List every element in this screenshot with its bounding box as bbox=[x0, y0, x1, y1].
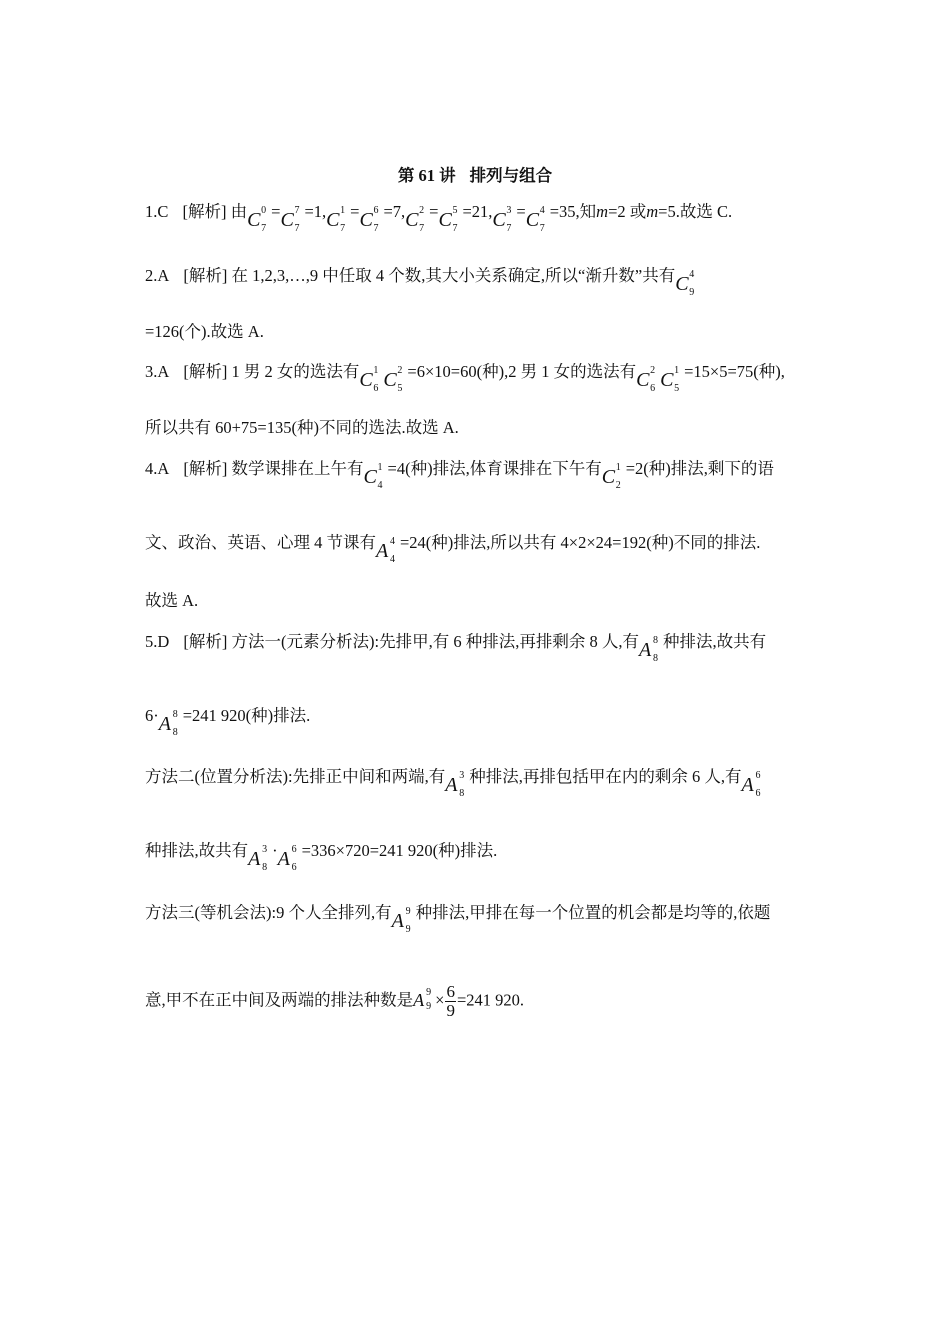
letter: C bbox=[383, 369, 397, 391]
text: 意,甲不在正中间及两端的排法种数是 bbox=[145, 990, 414, 1010]
text: 文、政治、英语、心理 4 节课有 bbox=[145, 532, 376, 552]
sub: 6 bbox=[373, 383, 379, 394]
sup: 3 bbox=[506, 205, 512, 216]
text: 种排法,甲排在每一个位置的机会都是均等的,依题 bbox=[415, 902, 771, 922]
letter: A bbox=[741, 774, 754, 796]
arrangement-a6-6 bbox=[278, 843, 302, 873]
combination-c9-4 bbox=[675, 268, 699, 298]
method-2-line-2 bbox=[145, 837, 498, 873]
text: 种排法,再排包括甲在内的剩余 6 人,有 bbox=[469, 766, 742, 786]
sup: 5 bbox=[452, 205, 458, 216]
sub: 7 bbox=[419, 223, 425, 234]
answer-2-line-2 bbox=[145, 322, 264, 342]
sub: 8 bbox=[262, 862, 268, 873]
text: =241 920. bbox=[456, 990, 524, 1010]
text: · bbox=[272, 840, 278, 860]
sub: 6 bbox=[755, 788, 761, 799]
arrangement-a8-8 bbox=[159, 708, 183, 738]
arrangement-a9-9 bbox=[392, 905, 416, 935]
letter: A bbox=[158, 713, 171, 735]
text: 方法一(元素分析法):先排甲,有 6 种排法,再排剩余 8 人,有 bbox=[231, 631, 639, 651]
combination-c7-0 bbox=[247, 204, 271, 234]
text: 数学课排在上午有 bbox=[231, 458, 364, 478]
text: = bbox=[271, 201, 281, 221]
text: =5.故选 C. bbox=[658, 201, 733, 221]
answer-label: 4.A bbox=[145, 458, 170, 478]
answer-5 bbox=[145, 628, 767, 664]
arrangement-a8-8 bbox=[639, 634, 663, 664]
answer-3-line-2 bbox=[145, 418, 459, 438]
sup: 4 bbox=[390, 536, 395, 547]
letter: C bbox=[660, 369, 674, 391]
letter: A bbox=[413, 989, 425, 1010]
text: = bbox=[350, 201, 360, 221]
answer-1 bbox=[145, 198, 733, 234]
text: =4(种)排法,体育课排在下午有 bbox=[387, 458, 602, 478]
letter: A bbox=[277, 848, 290, 870]
combination-c7-1 bbox=[326, 204, 350, 234]
sub: 8 bbox=[172, 727, 178, 738]
text: 种排法,故共有 bbox=[145, 840, 249, 860]
text: 种排法,故共有 bbox=[663, 631, 767, 651]
sub: 2 bbox=[615, 480, 621, 491]
sup: 1 bbox=[615, 462, 621, 473]
sub: 8 bbox=[459, 788, 465, 799]
lecture-topic: 排列与组合 bbox=[469, 166, 553, 185]
combination-c6-2 bbox=[636, 364, 660, 394]
combination-c7-4 bbox=[526, 204, 550, 234]
letter: A bbox=[639, 639, 652, 661]
answer-3 bbox=[145, 358, 785, 394]
text: =24(种)排法,所以共有 4×2×24=192(种)不同的排法. bbox=[400, 532, 761, 552]
sub: 4 bbox=[377, 480, 383, 491]
fraction-numerator: 6 bbox=[446, 982, 455, 1001]
lecture-number: 第 61 讲 bbox=[397, 166, 456, 185]
text: 方法二(位置分析法):先排正中间和两端,有 bbox=[145, 766, 446, 786]
combination-c5-1 bbox=[660, 364, 684, 394]
letter: C bbox=[636, 369, 650, 391]
sup: 1 bbox=[340, 205, 346, 216]
letter: A bbox=[391, 910, 404, 932]
fraction-denominator: 9 bbox=[446, 1001, 455, 1020]
text: 6· bbox=[145, 705, 159, 725]
sub: 7 bbox=[373, 223, 379, 234]
arrangement-a8-3 bbox=[445, 769, 469, 799]
sub: 7 bbox=[539, 223, 545, 234]
sup: 2 bbox=[397, 365, 403, 376]
sup: 0 bbox=[261, 205, 267, 216]
sub: 7 bbox=[452, 223, 458, 234]
sub: 7 bbox=[294, 223, 300, 234]
text: =6×10=60(种),2 男 1 女的选法有 bbox=[407, 361, 637, 381]
answer-5-line-2 bbox=[145, 702, 311, 738]
sub: 6 bbox=[291, 862, 297, 873]
answer-2 bbox=[145, 262, 699, 298]
sup: 9 bbox=[405, 906, 411, 917]
text: 所以共有 60+75=135(种)不同的选法.故选 A. bbox=[145, 418, 459, 437]
analysis-tag: [解析] bbox=[183, 631, 228, 651]
text: =241 920(种)排法. bbox=[182, 705, 311, 725]
text: =7, bbox=[383, 201, 406, 221]
letter: C bbox=[326, 209, 340, 231]
letter: C bbox=[675, 273, 689, 295]
letter: A bbox=[376, 540, 389, 562]
text: 1 男 2 女的选法有 bbox=[231, 361, 360, 381]
letter: C bbox=[247, 209, 261, 231]
sub: 9 bbox=[405, 924, 411, 935]
answer-label: 3.A bbox=[145, 361, 170, 381]
sub: 5 bbox=[397, 383, 403, 394]
letter: C bbox=[280, 209, 294, 231]
sub: 9 bbox=[426, 1000, 432, 1012]
combination-c5-2 bbox=[383, 364, 407, 394]
letter: C bbox=[359, 369, 373, 391]
sub: 5 bbox=[674, 383, 680, 394]
combination-c7-6 bbox=[359, 204, 383, 234]
combination-c4-1 bbox=[364, 461, 388, 491]
sup: 6 bbox=[373, 205, 379, 216]
text: = bbox=[516, 201, 526, 221]
combination-c2-1 bbox=[602, 461, 626, 491]
method-3-line-2 bbox=[145, 983, 524, 1020]
variable-m: m bbox=[646, 201, 659, 221]
answer-4-line-2 bbox=[145, 529, 761, 565]
sub: 6 bbox=[650, 383, 656, 394]
sup: 6 bbox=[291, 844, 297, 855]
combination-c7-3 bbox=[492, 204, 516, 234]
letter: C bbox=[363, 466, 377, 488]
sup: 8 bbox=[653, 635, 658, 646]
text: 故选 A. bbox=[145, 591, 199, 610]
combination-c6-1 bbox=[359, 364, 383, 394]
sup: 3 bbox=[459, 770, 465, 781]
page-title bbox=[0, 162, 950, 186]
analysis-tag: [解析] bbox=[183, 265, 228, 285]
text: =21, bbox=[462, 201, 493, 221]
letter: A bbox=[248, 848, 261, 870]
answer-label: 5.D bbox=[145, 631, 170, 651]
text: =126(个).故选 A. bbox=[145, 322, 264, 341]
fraction-six-ninths bbox=[445, 983, 456, 1020]
sup: 2 bbox=[650, 365, 656, 376]
text: 由 bbox=[230, 201, 248, 221]
letter: C bbox=[438, 209, 452, 231]
text: = bbox=[429, 201, 439, 221]
arrangement-a4-4 bbox=[376, 535, 400, 565]
sup: 8 bbox=[172, 709, 178, 720]
sup: 3 bbox=[262, 844, 268, 855]
text: =2 或 bbox=[608, 201, 647, 221]
letter: C bbox=[405, 209, 419, 231]
arrangement-a9-9 bbox=[413, 986, 435, 1014]
text: =336×720=241 920(种)排法. bbox=[301, 840, 498, 860]
combination-c7-5 bbox=[438, 204, 462, 234]
sup: 2 bbox=[419, 205, 425, 216]
sup: 1 bbox=[377, 462, 383, 473]
sup: 4 bbox=[539, 205, 545, 216]
sup: 1 bbox=[674, 365, 680, 376]
sup: 6 bbox=[755, 770, 761, 781]
sup: 4 bbox=[689, 269, 695, 280]
sup: 1 bbox=[373, 365, 379, 376]
letter: C bbox=[601, 466, 616, 488]
text: =1, bbox=[304, 201, 327, 221]
analysis-tag: [解析] bbox=[183, 458, 228, 478]
arrangement-a6-6 bbox=[741, 769, 765, 799]
combination-c7-2 bbox=[405, 204, 429, 234]
sup: 9 bbox=[426, 986, 432, 998]
text: 方法三(等机会法):9 个人全排列,有 bbox=[145, 902, 392, 922]
analysis-tag: [解析] bbox=[182, 201, 227, 221]
text: × bbox=[435, 990, 445, 1010]
sup: 7 bbox=[294, 205, 300, 216]
answer-label: 2.A bbox=[145, 265, 170, 285]
letter: C bbox=[525, 209, 540, 231]
sub: 7 bbox=[340, 223, 346, 234]
letter: C bbox=[492, 209, 506, 231]
arrangement-a8-3 bbox=[248, 843, 272, 873]
letter: A bbox=[445, 774, 458, 796]
analysis-tag: [解析] bbox=[183, 361, 228, 381]
combination-c7-7 bbox=[280, 204, 304, 234]
answer-4 bbox=[145, 455, 774, 491]
text: =35,知 bbox=[549, 201, 597, 221]
method-2-line-1 bbox=[145, 763, 765, 799]
sub: 7 bbox=[261, 223, 267, 234]
text: =15×5=75(种), bbox=[684, 361, 785, 381]
sub: 7 bbox=[506, 223, 512, 234]
sub: 9 bbox=[689, 287, 695, 298]
text: 在 1,2,3,…,9 中任取 4 个数,其大小关系确定,所以“渐升数”共有 bbox=[231, 265, 676, 285]
sub: 8 bbox=[653, 653, 658, 664]
answer-4-line-3 bbox=[145, 591, 198, 611]
text: =2(种)排法,剩下的语 bbox=[625, 458, 774, 478]
method-3-line-1 bbox=[145, 899, 771, 935]
sub: 4 bbox=[390, 554, 395, 565]
variable-m: m bbox=[596, 201, 609, 221]
answer-label: 1.C bbox=[145, 201, 169, 221]
letter: C bbox=[359, 209, 373, 231]
